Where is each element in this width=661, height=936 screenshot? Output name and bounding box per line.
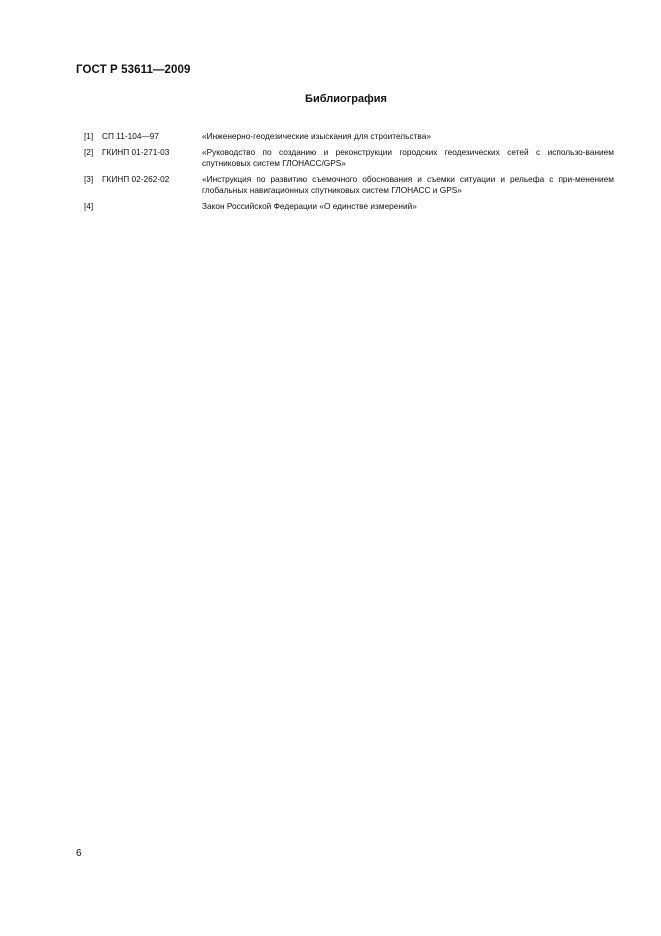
entry-title: «Руководство по созданию и реконструкции городских геодезических сетей с использо-ванием спутниковых систем ГЛОНАСС/GPS» (202, 147, 614, 168)
entry-code (102, 201, 202, 212)
entry-code: ГКИНП 01-271-03 (102, 147, 170, 157)
bibliography-list (84, 131, 614, 217)
bibliography-entry (84, 131, 614, 142)
section-title: Библиография (305, 93, 387, 105)
page-number: 6 (76, 848, 82, 859)
document-code: ГОСТ Р 53611—2009 (76, 64, 191, 76)
bibliography-entry (84, 201, 614, 212)
entry-number: [3] (84, 174, 94, 184)
entry-number: [4] (84, 201, 94, 211)
bibliography-entry (84, 147, 614, 169)
entry-number: [1] (84, 131, 94, 141)
bibliography-entry (84, 174, 614, 196)
entry-title: «Инструкция по развитию съемочного обоснования и съемки ситуации и рельефа с при-менением глобальных навигационных спутниковых систем ГЛОНАСС и GPS» (202, 174, 614, 195)
entry-number: [2] (84, 147, 94, 157)
entry-code: СП 11-104—97 (102, 131, 160, 141)
entry-code: ГКИНП 02-262-02 (102, 174, 170, 184)
entry-title: «Инженерно-геодезические изыскания для строительства» (202, 131, 431, 141)
entry-title: Закон Российской Федерации «О единстве измерений» (202, 201, 417, 211)
